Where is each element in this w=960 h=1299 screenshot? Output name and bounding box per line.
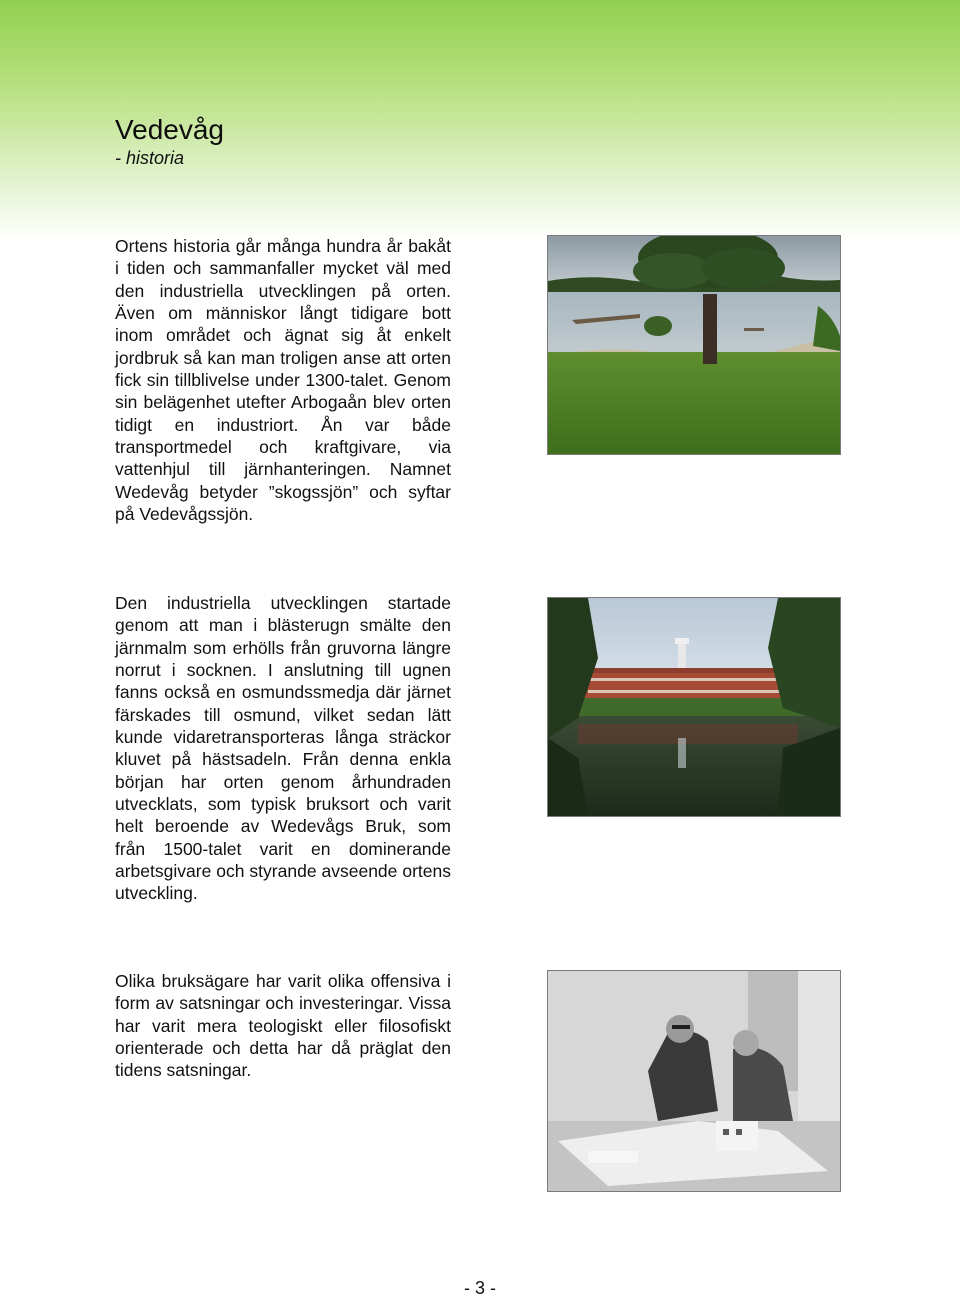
lake-photo <box>547 235 841 455</box>
archive-model-photo <box>547 970 841 1192</box>
page-subtitle: - historia <box>115 148 185 168</box>
paragraph-industrial-development: Den industriella utvecklingen startade genom att man i blästerugn smälte den järnmalm som erhölls från gruvorna längre norrut i socknen. I anslutning till ugnen fanns också en osmundssmedja där järnet färskades till osmund, vilket sedan lätt kunde vidaretransporteras långa sträckor kluvet på hästsadeln. Från denna enkla början har orten genom århundraden utvecklats, som typisk bruksort och varit helt beroende av Wedevågs Bruk, som från 1500-talet varit en dominerande arbetsgivare och styrande avseende ortens utveckling. <box>115 593 451 904</box>
bruk-building-photo <box>547 597 841 817</box>
page-number: - 3 - <box>463 1278 496 1298</box>
paragraph-history-intro: Ortens historia går många hundra år bakåt i tiden och sammanfaller mycket väl med den industriella utvecklingen på orten. Även om människor långt tidigare bott inom området och ägnat sig åt enkelt jordbruk så kan man troligen anse att orten fick sin tillblivelse under 1300-talet. Genom sin belägenhet utefter Arbogaån blev orten tidigt en industriort. Ån var både transportmedel och kraftgivare, via vattenhjul till järnhanteringen. Namnet Wedevåg betyder ”skogssjön” och syftar på Vedevågssjön. <box>115 236 451 525</box>
paragraph-bruk-owners: Olika bruksägare har varit olika offensiva i form av satsningar och investeringar. Vissa har varit mera teologiskt eller filosofiskt orienterade och detta har då präglat den tidens satsningar. <box>115 971 451 1081</box>
page-title: Vedevåg <box>115 114 224 145</box>
